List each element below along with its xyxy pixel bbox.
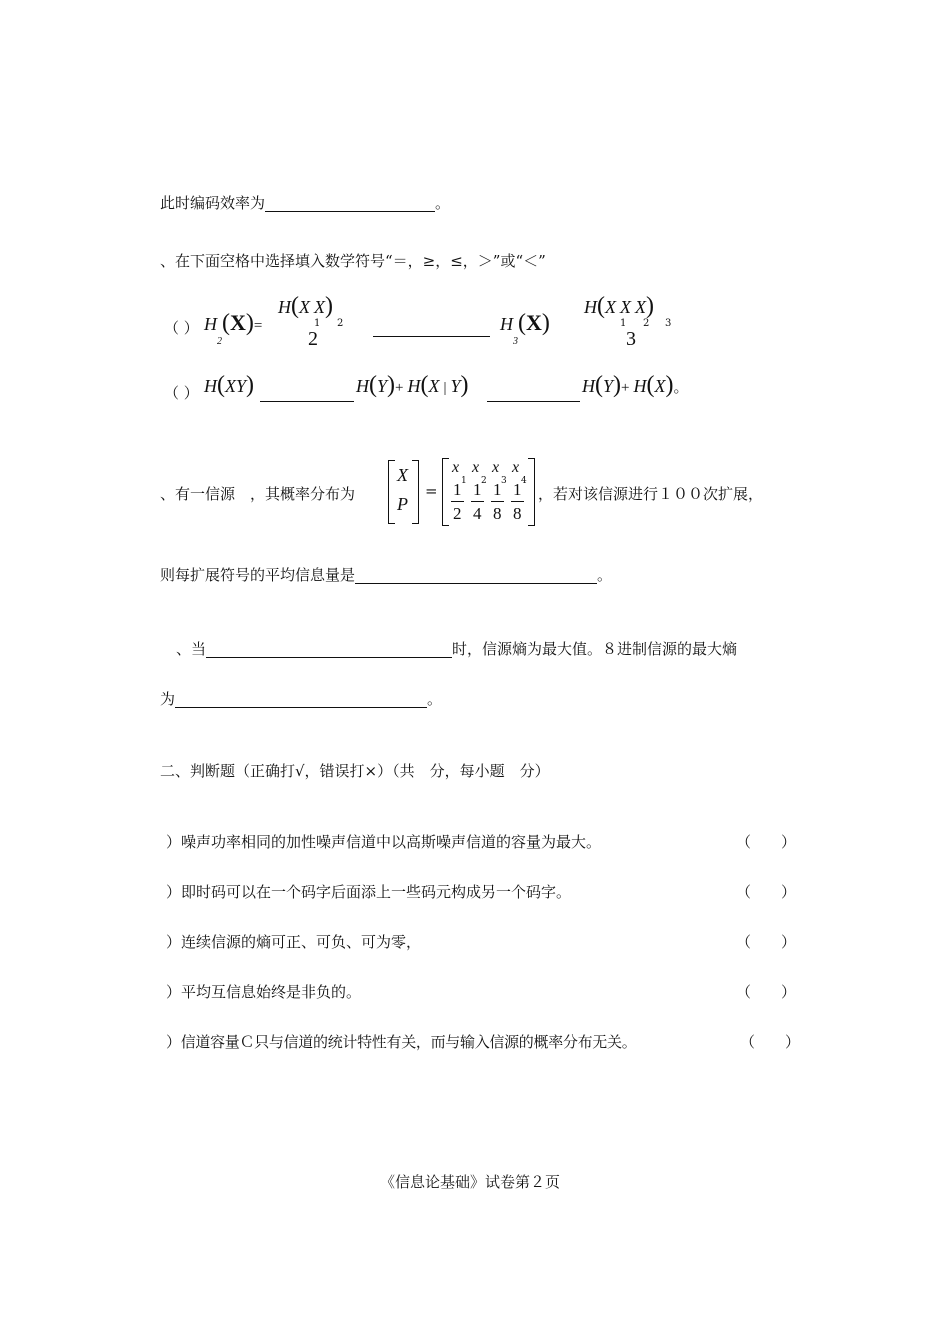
section2-heading: 二、判断题（正确打√，错误打×）（共 分，每小题 分） — [160, 762, 550, 780]
matrix-equals: = — [425, 482, 438, 500]
matrix-var-p: P — [397, 494, 408, 514]
h-x1x2x3-over-3: H(X X X) — [584, 293, 654, 319]
subscript-1a: 1 — [314, 318, 321, 329]
h2-x-expression: $H_2(X)=$ — [204, 310, 263, 347]
symbols-item1-label: （ ） — [164, 319, 199, 337]
matrix-x1-sub: 1 — [461, 476, 467, 486]
prob2-fraction-bar — [471, 501, 484, 502]
subscript-2a: 2 — [337, 318, 344, 329]
judge-item-3-mark[interactable]: （ ） — [736, 933, 797, 951]
efficiency-suffix: 。 — [435, 194, 451, 212]
efficiency-line — [160, 194, 450, 212]
entropy-line2 — [160, 690, 442, 708]
right-matrix-open-bracket — [442, 458, 449, 526]
matrix-x3-sub: 3 — [501, 476, 507, 486]
judge-item-4-mark[interactable]: （ ） — [736, 983, 797, 1001]
prob1-denominator: 2 — [453, 504, 462, 523]
prob4-fraction-bar — [511, 501, 524, 502]
prob4-numerator: 1 — [513, 480, 522, 499]
judge-item-5-mark[interactable]: （ ） — [740, 1033, 801, 1051]
prob2-numerator: 1 — [473, 480, 482, 499]
judge-item-1-mark[interactable]: （ ） — [736, 833, 797, 851]
denominator-3: 3 — [626, 328, 636, 350]
max-entropy-blank[interactable] — [175, 691, 427, 708]
prob3-numerator: 1 — [493, 480, 502, 499]
source-question-suffix: ，若对该信源进行１００次扩展， — [538, 485, 764, 503]
h3-x-expression: $H_3(X)$ — [500, 310, 550, 347]
judge-item-1-text: ）噪声功率相同的加性噪声信道中以高斯噪声信道的容量为最大。 — [166, 833, 602, 851]
judge-item-2-mark[interactable]: （ ） — [736, 883, 797, 901]
h-xy-expression: H(XY) — [204, 372, 255, 398]
matrix-x3: x — [492, 459, 500, 476]
matrix-x2: x — [472, 459, 480, 476]
page-footer: 《信息论基础》试卷第２页 — [380, 1173, 561, 1191]
prob4-denominator: 8 — [513, 504, 522, 523]
hy-plus-hx: H(Y)+ H(X)。 — [582, 372, 689, 398]
symbols-item1-blank[interactable] — [373, 320, 490, 337]
h-x1x2-over-2: H(X X) — [278, 293, 333, 319]
symbols-item2-end: 。 — [673, 380, 689, 396]
subscript-3b: 3 — [665, 318, 672, 329]
left-matrix-open-bracket — [388, 460, 395, 524]
matrix-x1: x — [452, 459, 460, 476]
right-matrix-close-bracket — [528, 458, 535, 526]
judge-item-3-text: ）连续信源的熵可正、可负、可为零， — [166, 933, 422, 951]
prob2-denominator: 4 — [473, 504, 482, 523]
source-line2-prefix: 则每扩展符号的平均信息量是 — [160, 566, 356, 584]
subscript-2b: 2 — [643, 318, 650, 329]
prob3-denominator: 8 — [493, 504, 502, 523]
source-answer-blank[interactable] — [355, 567, 597, 584]
matrix-var-x: X — [397, 465, 408, 485]
entropy-line2-suffix: 。 — [427, 690, 443, 708]
entropy-line2-prefix: 为 — [160, 690, 176, 708]
source-line2-suffix: 。 — [597, 566, 613, 584]
prob1-fraction-bar — [451, 501, 464, 502]
symbols-item2-blank1[interactable] — [260, 385, 354, 402]
left-matrix-close-bracket — [412, 460, 419, 524]
entropy-prefix: 、当 — [176, 640, 207, 658]
matrix-x4-sub: 4 — [521, 476, 527, 486]
denominator-2: 2 — [308, 328, 318, 350]
judge-item-5-text: ）信道容量Ｃ只与信道的统计特性有关，而与输入信源的概率分布无关。 — [166, 1033, 637, 1051]
judge-item-4-text: ）平均互信息始终是非负的。 — [166, 983, 362, 1001]
symbols-item2-label: （ ） — [164, 384, 199, 402]
prob3-fraction-bar — [491, 501, 504, 502]
matrix-x2-sub: 2 — [481, 476, 487, 486]
source-line2 — [160, 566, 612, 584]
matrix-x4: x — [512, 459, 520, 476]
subscript-1b: 1 — [620, 318, 627, 329]
judge-item-2-text: ）即时码可以在一个码字后面添上一些码元构成另一个码字。 — [166, 883, 572, 901]
prob1-numerator: 1 — [453, 480, 462, 499]
entropy-condition-blank[interactable] — [206, 641, 452, 658]
efficiency-answer-blank[interactable] — [265, 195, 435, 212]
source-question-prefix: 、有一信源 ，其概率分布为 — [160, 485, 356, 503]
entropy-middle: 时，信源熵为最大值。８进制信源的最大熵 — [452, 640, 738, 658]
symbols-item2-blank2[interactable] — [487, 385, 580, 402]
efficiency-prefix: 此时编码效率为 — [160, 194, 266, 212]
symbols-question-text: 、在下面空格中选择填入数学符号“＝，≥，≤，＞”或“＜” — [160, 252, 546, 270]
hy-plus-hx-given-y: H(Y)+ H(X | Y) — [356, 372, 469, 398]
entropy-line1 — [176, 640, 737, 658]
